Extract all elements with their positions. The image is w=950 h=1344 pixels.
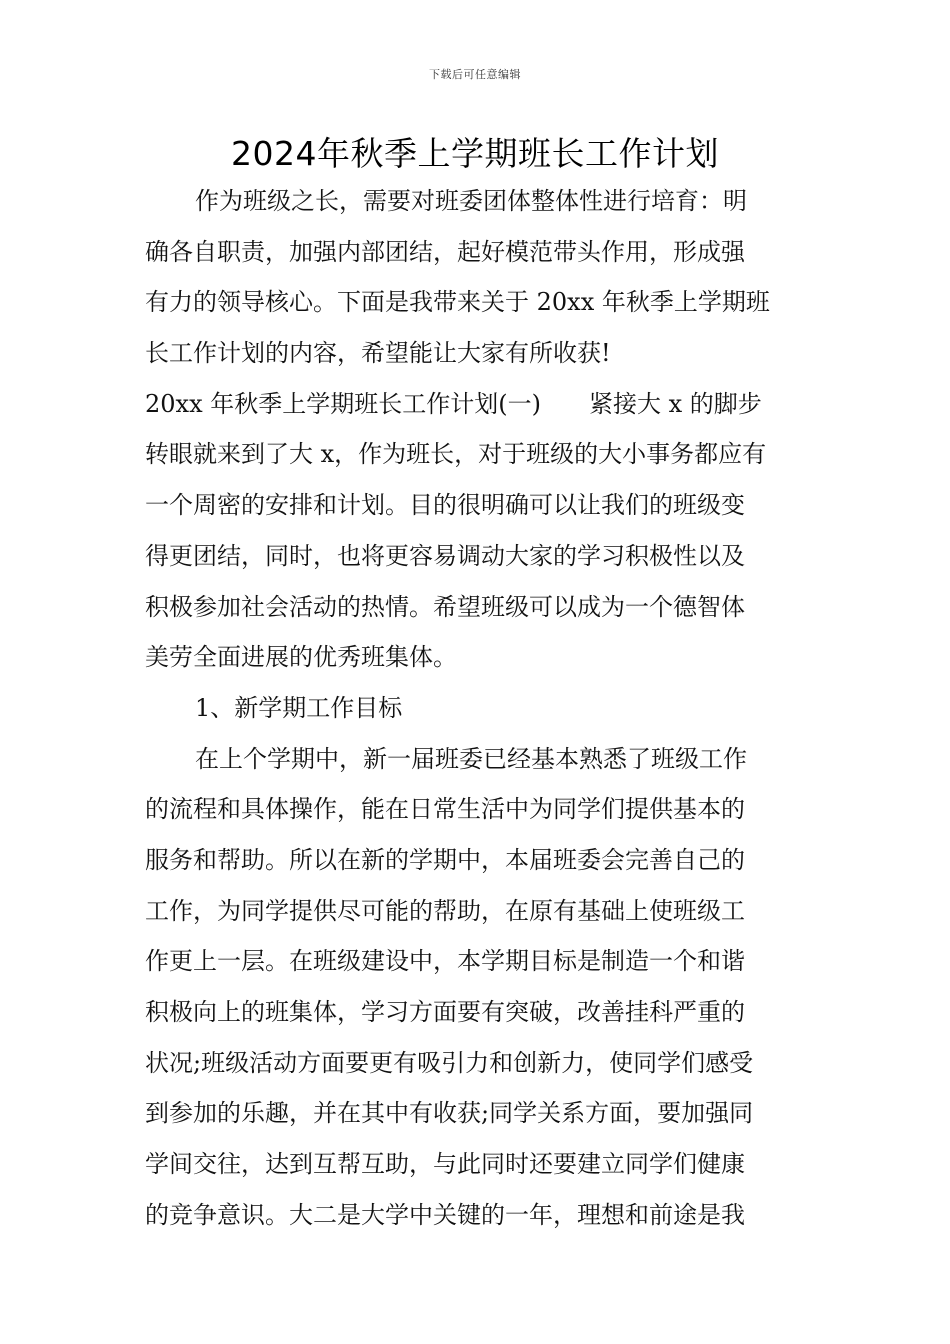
paragraph-line: 作为班级之长，需要对班委团体整体性进行培育：明	[195, 187, 747, 215]
paragraph-line: 积极向上的班集体，学习方面要有突破，改善挂科严重的	[145, 998, 745, 1026]
paragraph-line: 服务和帮助。所以在新的学期中，本届班委会完善自己的	[145, 845, 745, 874]
paragraph-line: 状况;班级活动方面要更有吸引力和创新力，使同学们感受	[145, 1048, 754, 1077]
paragraph-line: 长工作计划的内容，希望能让大家有所收获!	[145, 339, 611, 368]
paragraph-line: 确各自职责，加强内部团结，起好模范带头作用，形成强	[145, 237, 745, 266]
document-body	[145, 176, 807, 1240]
section-heading-line: 20xx 年秋季上学期班长工作计划(一) 紧接大 x 的脚步	[145, 389, 762, 418]
header-note: 下载后可任意编辑	[429, 68, 521, 81]
paragraph-line: 得更团结，同时，也将更容易调动大家的学习积极性以及	[145, 541, 745, 570]
paragraph-line: 工作，为同学提供尽可能的帮助，在原有基础上使班级工	[145, 896, 745, 925]
subheading-line: 1、新学期工作目标	[195, 693, 403, 722]
paragraph-line: 一个周密的安排和计划。目的很明确可以让我们的班级变	[145, 491, 745, 520]
document-title: 2024年秋季上学期班长工作计划	[231, 134, 719, 173]
paragraph-line: 学间交往，达到互帮互助，与此同时还要建立同学们健康	[145, 1150, 745, 1179]
paragraph-line: 转眼就来到了大 x，作为班长，对于班级的大小事务都应有	[145, 440, 767, 469]
paragraph-line: 的流程和具体操作，能在日常生活中为同学们提供基本的	[145, 795, 745, 824]
paragraph-line: 作更上一层。在班级建设中，本学期目标是制造一个和谐	[145, 947, 745, 976]
paragraph-line: 美劳全面进展的优秀班集体。	[145, 643, 457, 672]
paragraph-line: 积极参加社会活动的热情。希望班级可以成为一个德智体	[145, 592, 745, 621]
paragraph-line: 有力的领导核心。下面是我带来关于 20xx 年秋季上学期班	[145, 288, 770, 317]
paragraph-line: 在上个学期中，新一届班委已经基本熟悉了班级工作	[195, 744, 747, 773]
paragraph-line: 的竞争意识。大二是大学中关键的一年，理想和前途是我	[145, 1200, 745, 1229]
paragraph-line: 到参加的乐趣，并在其中有收获;同学关系方面，要加强同	[145, 1099, 754, 1128]
